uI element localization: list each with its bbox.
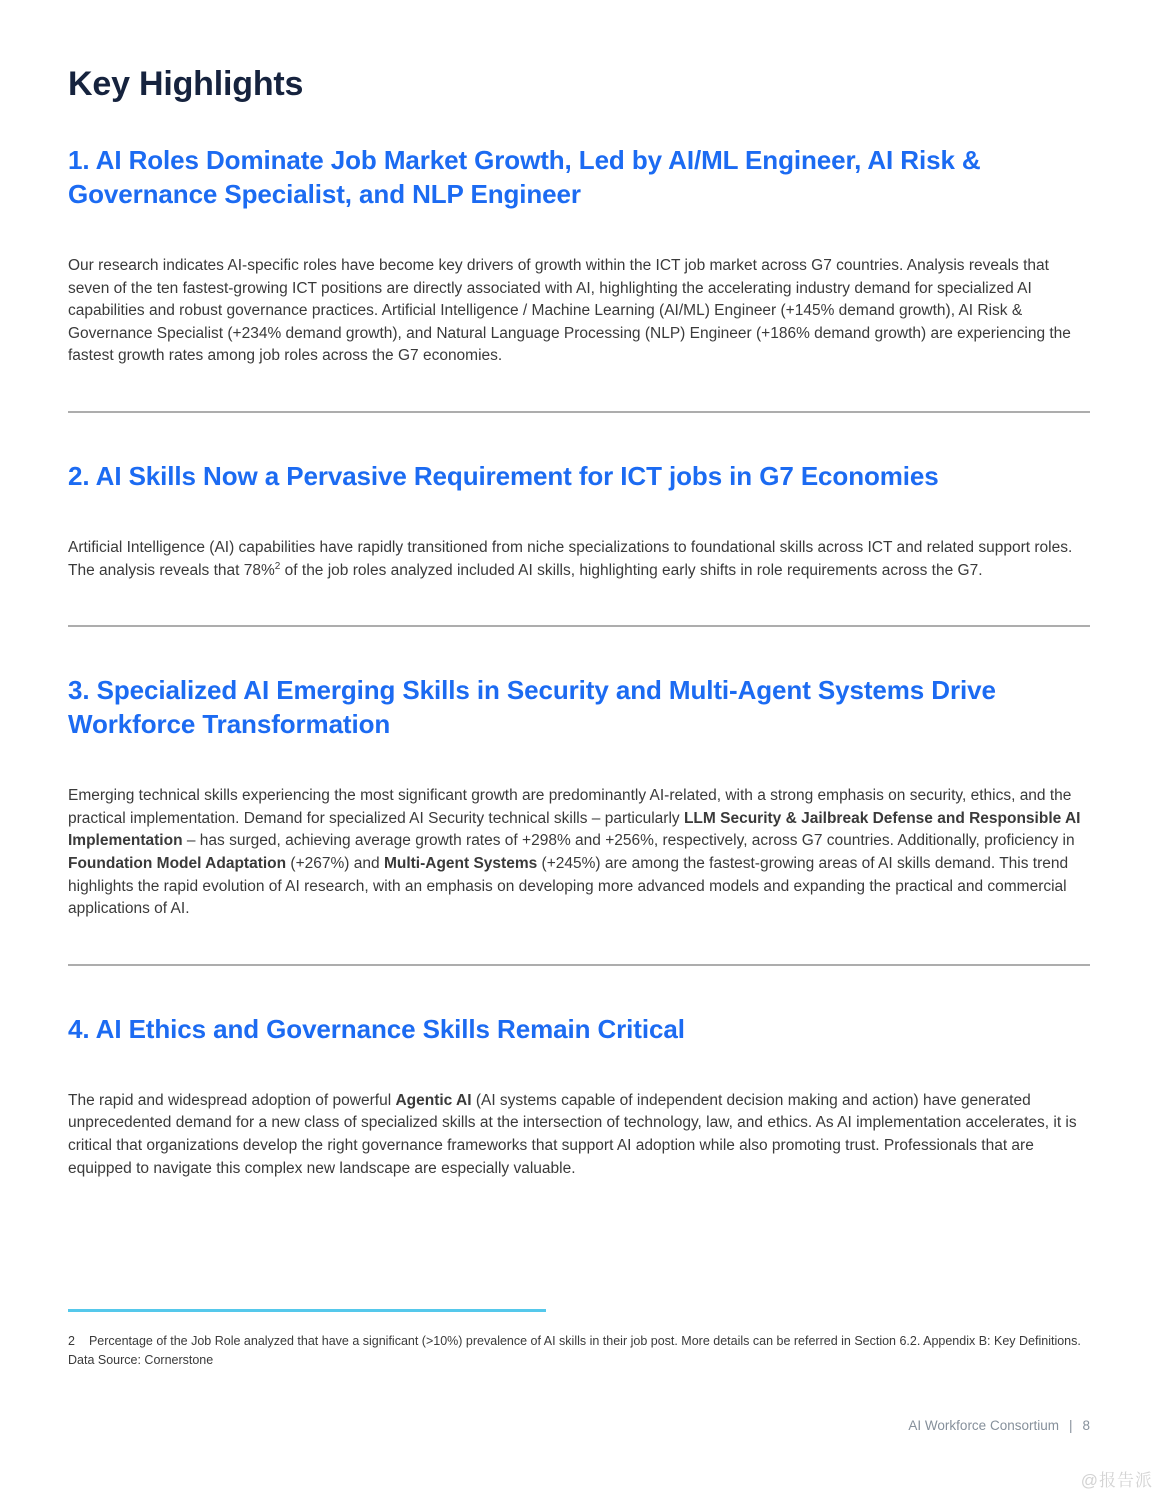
footnote: [68, 1332, 1090, 1370]
body-text: The rapid and widespread adoption of powerful: [68, 1091, 396, 1109]
section-divider: [68, 625, 1090, 627]
bold-text: Foundation Model Adaptation: [68, 854, 287, 872]
body-text: Artificial Intelligence (AI) capabilities have rapidly transitioned from niche specializations to foundational skills across ICT and related support roles. The analysis reveals that 78%: [68, 538, 1073, 579]
page-footer: [68, 1418, 1090, 1433]
section-divider: [68, 411, 1090, 413]
section-divider: [68, 964, 1090, 966]
bold-text: LLM Security & Jailbreak Defense and Responsible AI Implementation: [68, 809, 1081, 850]
body-text: Our research indicates AI-specific roles have become key drivers of growth within the ICT job market across G7 countries. Analysis reveals that seven of the ten fastest-growing ICT positions are directly associated with AI, highlighting the accelerating industry demand for specialized AI capabilities and robust governance practices. Artificial Intelligence / Machine Learning (AI/ML) Engineer (+145% demand growth), AI Risk & Governance Specialist (+234% demand growth), and Natural Language Processing (NLP) Engineer (+186% demand growth) are experiencing the fastest growth rates among job roles across the G7 economies.: [68, 257, 1071, 365]
footer-label: AI Workforce Consortium: [908, 1418, 1059, 1433]
section-heading: 2. AI Skills Now a Pervasive Requirement for ICT jobs in G7 Economies: [68, 460, 939, 491]
footnote-divider: [68, 1309, 546, 1312]
body-text: (AI systems capable of independent decision making and action) have generated unprecedented demand for a new class of specialized skills at the intersection of technology, law, and ethics. As AI implementation accelerates, it is critical that organizations develop the right governance frameworks that support AI adoption while also promoting trust. Professionals that are equipped to navigate this complex new landscape are especially valuable.: [68, 1091, 1077, 1177]
section-heading: 1. AI Roles Dominate Job Market Growth, Led by AI/ML Engineer, AI Risk & Governance Specialist, and NLP Engineer: [68, 145, 981, 209]
body-text: of the job roles analyzed included AI skills, highlighting early shifts in role requirements across the G7.: [280, 561, 983, 579]
body-text: (+267%) and: [286, 854, 384, 872]
section-heading: 3. Specialized AI Emerging Skills in Security and Multi-Agent Systems Drive Workforce Transformation: [68, 675, 996, 740]
body-text: (+245%) are among the fastest-growing areas of AI skills demand. This trend highlights the rapid evolution of AI research, with an emphasis on developing more advanced models and expanding the practical and commercial applications of AI.: [68, 854, 1069, 918]
bold-text: Multi-Agent Systems: [383, 854, 538, 872]
page-number: 8: [1082, 1418, 1090, 1433]
section-body: [68, 1090, 1090, 1180]
section-body: [68, 255, 1090, 368]
highlight-section: [68, 1012, 1090, 1180]
page-bottom: [68, 1309, 1090, 1433]
watermark: @报告派: [1080, 1471, 1153, 1490]
body-text: – has surged, achieving average growth rates of +298% and +256%, respectively, across G7 countries. Additionally, proficiency in: [182, 832, 1075, 850]
highlight-section: [68, 143, 1090, 413]
section-heading: 4. AI Ethics and Governance Skills Remain Critical: [68, 1013, 685, 1044]
footnote-reference: 2: [274, 560, 281, 572]
footnote-marker: 2: [68, 1334, 75, 1348]
highlight-section: [68, 673, 1090, 966]
body-text: Emerging technical skills experiencing the most significant growth are predominantly AI-related, with a strong emphasis on security, ethics, and the practical implementation. Demand for specialized AI Security technical skills – particularly: [68, 787, 1072, 827]
footer-separator: |: [1068, 1418, 1073, 1433]
footnote-text: Percentage of the Job Role analyzed that have a significant (>10%) prevalence of AI skills in their job post. More details can be referred in Section 6.2. Appendix B: Key Definitions. Data Source: Cornerstone: [68, 1334, 1081, 1367]
highlight-section: [68, 459, 1090, 627]
page-title: Key Highlights: [68, 65, 304, 103]
section-body: [68, 785, 1090, 921]
bold-text: Agentic AI: [395, 1091, 472, 1109]
section-body: [68, 537, 1090, 582]
